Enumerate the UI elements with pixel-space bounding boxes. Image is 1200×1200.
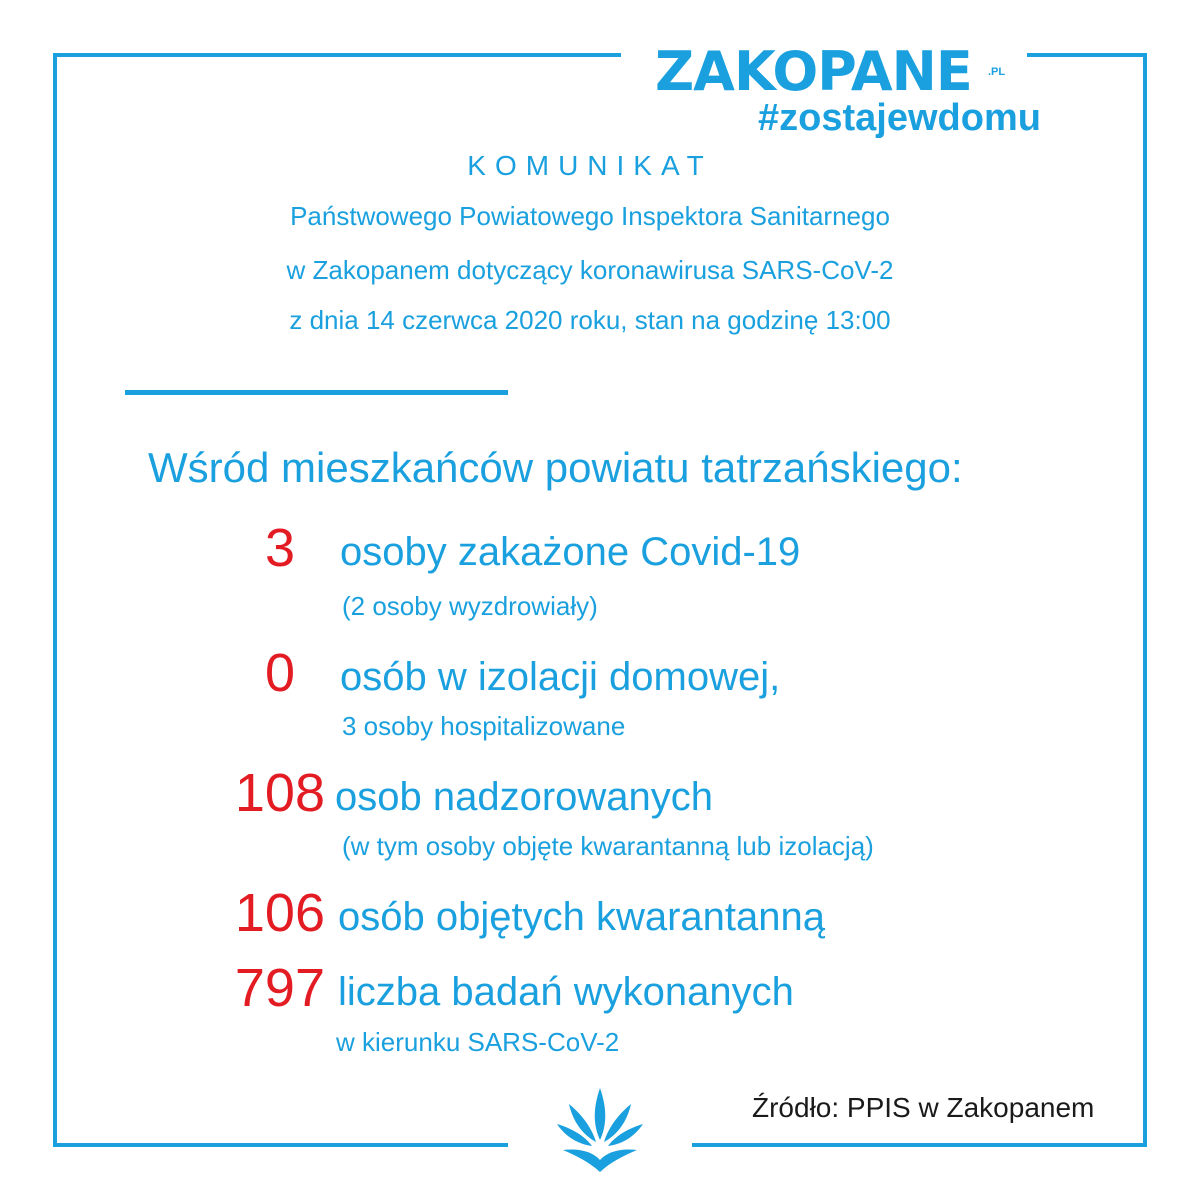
stat-note-tests: w kierunku SARS-CoV-2 [336,1027,620,1057]
frame-bottom-right [692,1143,1147,1147]
header-line-1: Państwowego Powiatowego Inspektora Sanitarnego [290,201,890,231]
frame-top-right [1027,53,1147,57]
stat-note-infected: (2 osoby wyzdrowiały) [342,591,598,621]
section-divider [125,390,508,395]
stat-value-tests: 797 [234,958,325,1018]
stat-label-supervised: osob nadzorowanych [335,775,714,819]
zakopane-logo: ZAKOPANE [655,40,972,103]
frame-bottom-left [53,1143,508,1147]
stat-value-quarantine: 106 [234,883,325,943]
logo-suffix: .PL [988,66,1006,78]
stat-label-quarantine: osób objętych kwarantanną [338,895,825,939]
source-credit: Źródło: PPIS w Zakopanem [752,1092,1095,1123]
section-title: Wśród mieszkańców powiatu tatrzańskiego: [148,444,963,491]
frame-top-left [53,53,621,57]
stat-value-isolation: 0 [264,643,295,703]
stat-label-tests: liczba badań wykonanych [338,970,794,1014]
stat-note-supervised: (w tym osoby objęte kwarantanną lub izolacją) [342,831,874,861]
stat-label-isolation: osób w izolacji domowej, [340,655,781,699]
stat-label-infected: osoby zakażone Covid-19 [340,530,801,574]
stat-note-isolation: 3 osoby hospitalizowane [342,711,626,741]
zakopane-emblem-icon [555,1080,645,1175]
header-line-2: w Zakopanem dotyczący koronawirusa SARS-CoV-2 [286,255,894,285]
stat-value-infected: 3 [264,518,295,578]
header-line-3: z dnia 14 czerwca 2020 roku, stan na godzinę 13:00 [289,305,891,335]
hashtag: #zostajewdomu [758,97,1041,139]
stat-value-supervised: 108 [234,763,325,823]
announcement-title: KOMUNIKAT [467,150,713,181]
